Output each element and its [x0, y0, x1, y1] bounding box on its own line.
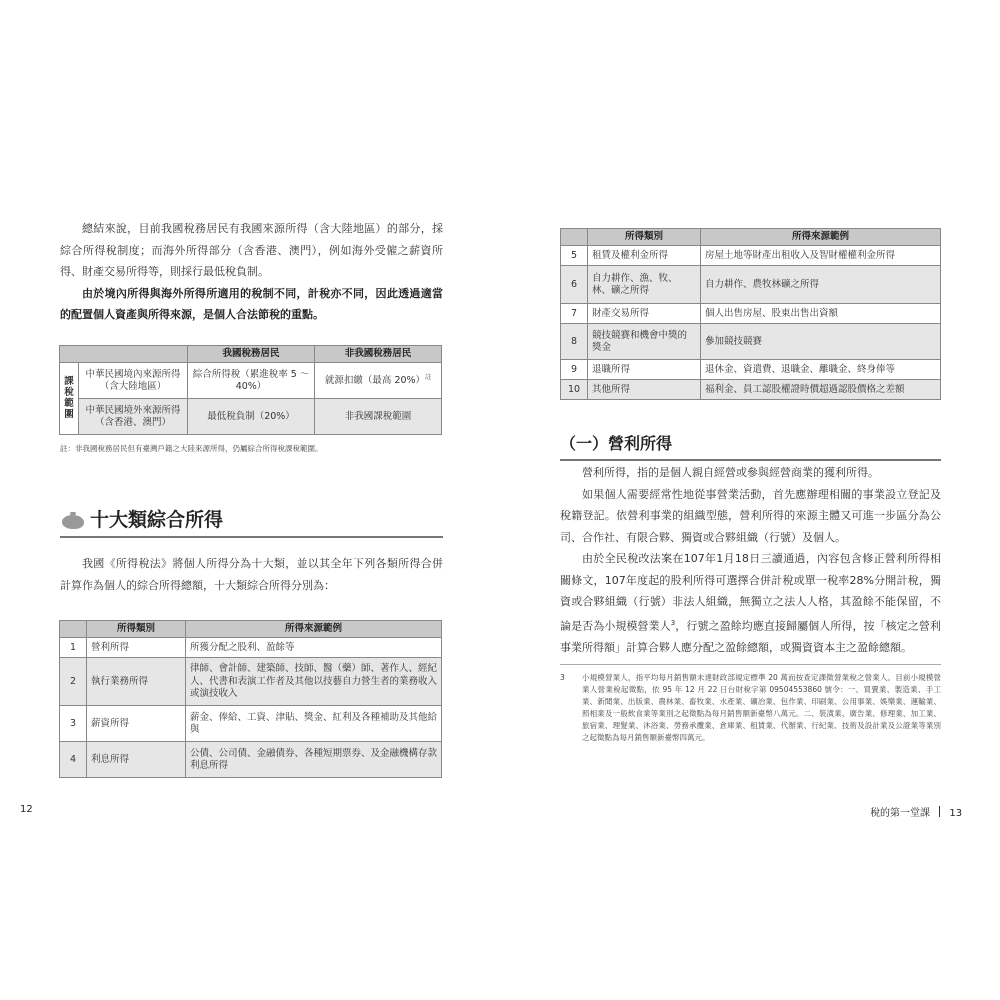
table-row [60, 742, 442, 778]
section-heading-business-income [560, 432, 941, 461]
income-row-type: 其他所得 [588, 380, 701, 400]
income-header-type: 所得類別 [87, 621, 186, 638]
income-row-example: 退休金、資遣費、退職金、離職金、終身俸等 [701, 360, 941, 380]
residency-cell-nonresident: 非我國課稅範圍 [315, 399, 442, 435]
table-row [561, 324, 941, 360]
table-row [561, 246, 941, 266]
residency-cell-resident: 最低稅負制（20%） [188, 399, 315, 435]
residency-table-header [60, 346, 442, 363]
right-paragraph-3-cont: ，行號之盈餘均應直接歸屬個人所得，按「核定之營利事業所得額」計算合夥人應分配之盈餘總額，或獨資資本主之盈餘總額。 [560, 619, 942, 654]
income-row-no: 10 [561, 380, 588, 400]
income-row-example: 自力耕作、農牧林礦之所得 [701, 266, 941, 304]
income-header-no [561, 229, 588, 246]
income-header-type: 所得類別 [588, 229, 701, 246]
income-table-header [60, 621, 442, 638]
income-row-no: 5 [561, 246, 588, 266]
residency-cell-resident: 綜合所得稅（累進稅率 5 ～ 40%） [188, 363, 315, 399]
income-row-no: 8 [561, 324, 588, 360]
piggy-bank-icon [62, 515, 84, 529]
income-header-example: 所得來源範例 [186, 621, 442, 638]
section-heading-ten-categories [60, 506, 443, 538]
income-row-no: 6 [561, 266, 588, 304]
income-row-type: 退職所得 [588, 360, 701, 380]
income-row-example: 公債、公司債、金融債券、各種短期票券、及金融機構存款利息所得 [186, 742, 442, 778]
left-paragraph-2-emphasis: 由於境內所得與海外所得所適用的稅制不同，計稅亦不同，因此透過適當的配置個人資產與所得來源，是個人合法節稅的重點。 [60, 286, 443, 321]
income-row-type: 自力耕作、漁、牧、林、礦之所得 [588, 266, 701, 304]
residency-row-label: 中華民國境內來源所得（含大陸地區） [79, 363, 188, 399]
table-row [60, 363, 442, 399]
footnote-text: 小規模營業人，指平均每月銷售額未達財政部規定標準 20 萬而按查定課徵營業稅之營業人。目前小規模營業人營業稅起徵點，依 95 年 12 月 22 日台財稅字第 09504553860 號令：一、買賣業、製造業、手工業、新聞業、出版業、農林業、畜牧業、水產業、礦冶業、包作業、印刷業、公用事業、娛樂業、運輸業、照相業及一般飲食業等業別之起徵點為每月銷售額新臺幣八萬元。二、裝潢業、廣告業、修理業、加工業、旅宿業、理髮業、沐浴業、勞務承攬業、倉庫業、租賃業、代辦業、行紀業、技術及設計業及公證業等業別之起徵點為每月銷售額新臺幣四萬元。 [582, 673, 941, 742]
table-row [561, 380, 941, 400]
residency-side-label-text: 課稅範圍 [64, 376, 74, 420]
table-row [561, 304, 941, 324]
footnote-mark: 3 [560, 673, 565, 682]
table-row [60, 658, 442, 706]
income-row-example: 參加競技競賽 [701, 324, 941, 360]
footnote-divider [560, 664, 941, 665]
right-paragraph-3-text: 由於全民稅改法案在107年1月18日三讀通過，內容包含修正營利所得相關條文，107年度起的股利所得可選擇合併計稅或單一稅率28%分開計稅，獨資或合夥組織（行號）非法人組織，無獨立之法人人格，其盈餘不能保留，不論是否為小規模營業人 [560, 552, 941, 633]
income-row-type: 競技競賽和機會中獎的獎金 [588, 324, 701, 360]
income-row-type: 執行業務所得 [87, 658, 186, 706]
running-footer [870, 804, 962, 819]
residency-header-nonresident: 非我國稅務居民 [315, 346, 442, 363]
section-title: （一）營利所得 [560, 434, 673, 453]
residency-cell-nonresident [315, 363, 442, 399]
income-row-no: 1 [60, 638, 87, 658]
table-row [60, 638, 442, 658]
left-page [60, 218, 443, 326]
left-section-paragraph: 我國《所得稅法》將個人所得分為十大類，並以其全年下列各類所得合併計算作為個人的綜合所得總額，十大類綜合所得分別為： [60, 557, 443, 592]
residency-table-corner [60, 346, 188, 363]
footer-divider [939, 806, 940, 817]
income-row-example: 個人出售房屋、股東出售出資額 [701, 304, 941, 324]
income-row-type: 租賃及權利金所得 [588, 246, 701, 266]
income-row-type: 薪資所得 [87, 706, 186, 742]
right-paragraph-2: 如果個人需要經常性地從事營業活動，首先應辦理相關的事業設立登記及稅籍登記。依營利事業的組織型態，營利所得的來源主體又可進一步區分為公司、合作社、有限合夥、獨資或合夥組織（行號）及個人。 [560, 487, 941, 544]
left-paragraph-1: 總結來說，目前我國稅務居民有我國來源所得（含大陸地區）的部分，採綜合所得稅制度；而海外所得部分（含香港、澳門），例如海外受僱之薪資所得、財產交易所得等，則採行最低稅負制。 [60, 222, 443, 278]
table-row [60, 706, 442, 742]
footnote [560, 672, 941, 744]
running-title: 稅的第一堂課 [870, 808, 930, 819]
right-paragraph-1: 營利所得，指的是個人親自經營或參與經營商業的獲利所得。 [582, 466, 879, 479]
section-title: 十大類綜合所得 [90, 509, 224, 531]
income-row-example: 福利金、員工認股權證時價超過認股價格之差額 [701, 380, 941, 400]
footnote-reference: 3 [670, 618, 676, 627]
income-header-no [60, 621, 87, 638]
income-row-type: 營利所得 [87, 638, 186, 658]
right-body [560, 462, 941, 658]
residency-side-label [60, 363, 79, 435]
left-section-body [60, 553, 443, 596]
residency-header-resident: 我國稅務居民 [188, 346, 315, 363]
income-row-no: 7 [561, 304, 588, 324]
income-table-right [560, 228, 941, 400]
page-number-right: 13 [949, 808, 963, 819]
residency-cell-nonresident-text: 就源扣繳（最高 20%） [324, 375, 426, 387]
income-row-type: 利息所得 [87, 742, 186, 778]
residency-row-label: 中華民國境外來源所得（含香港、澳門） [79, 399, 188, 435]
income-row-no: 2 [60, 658, 87, 706]
income-row-no: 4 [60, 742, 87, 778]
residency-table [59, 345, 442, 435]
income-row-example: 律師、會計師、建築師、技師、醫（藥）師、著作人、經紀人、代書和表演工作者及其他以技藝自力營生者的業務收入或演技收入 [186, 658, 442, 706]
table-row [60, 399, 442, 435]
income-table-header [561, 229, 941, 246]
page-number-left: 12 [20, 804, 33, 815]
income-row-no: 9 [561, 360, 588, 380]
table-row [561, 360, 941, 380]
residency-table-note: 註：非我國稅務居民但有臺灣戶籍之大陸來源所得，仍屬綜合所得稅課稅範圍。 [60, 444, 323, 453]
income-row-type: 財產交易所得 [588, 304, 701, 324]
note-mark: 註 [425, 374, 432, 382]
income-row-example: 房屋土地等財產出租收入及智財權權利金所得 [701, 246, 941, 266]
income-header-example: 所得來源範例 [701, 229, 941, 246]
right-paragraph-3 [560, 548, 941, 658]
income-row-no: 3 [60, 706, 87, 742]
income-row-example: 所獲分配之股利、盈餘等 [186, 638, 442, 658]
income-row-example: 薪金、俸給、工資、津貼、獎金、紅利及各種補助及其他給與 [186, 706, 442, 742]
table-row [561, 266, 941, 304]
income-table-left [59, 620, 442, 778]
